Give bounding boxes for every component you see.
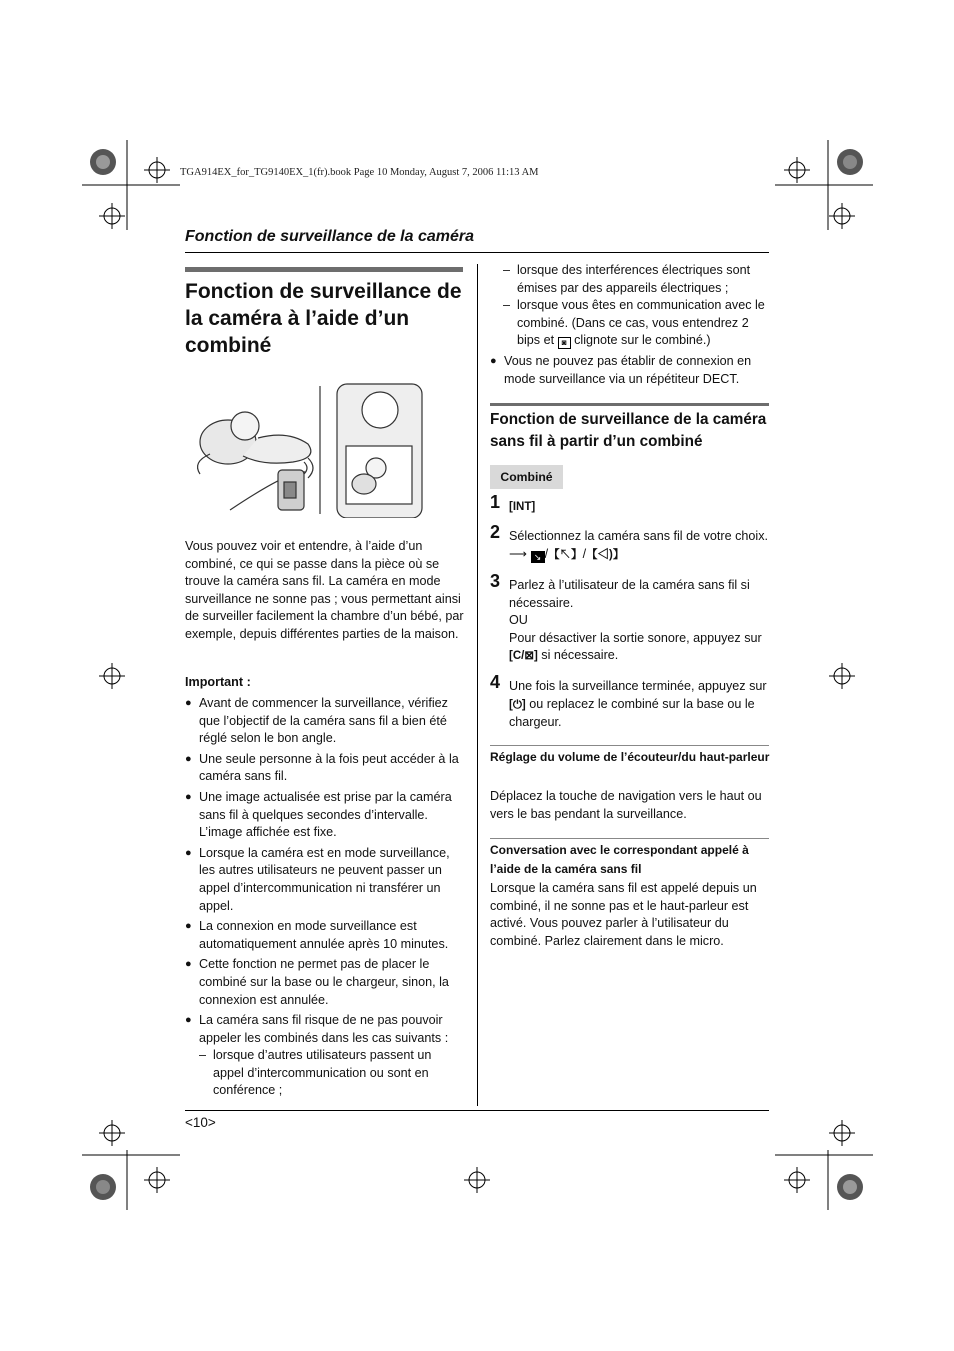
title-bar <box>185 267 463 272</box>
list-item: ● Lorsque la caméra est en mode surveillance, les autres utilisateurs ne peuvent passer un appel d’intercommunication ni transférer un appel. <box>185 845 450 913</box>
intro-paragraph: Vous pouvez voir et entendre, à l’aide d’un combiné, ce qui se passe dans la pièce où se trouve la caméra sans fil. La caméra en mode surveillance ne sonne pas ; vous permettant ainsi de surveiller facilement la chambre d’un bébé, par exemple, depuis différentes parties de la maison. <box>185 539 464 641</box>
video-icon: ↘ <box>531 551 545 563</box>
print-header: TGA914EX_for_TG9140EX_1(fr).book Page 10 Monday, August 7, 2006 11:13 AM <box>180 167 539 178</box>
bullet-icon: ● <box>185 1014 192 1027</box>
volume-text: Déplacez la touche de navigation vers le haut ou vers le bas pendant la surveillance. <box>490 789 762 821</box>
bullet-icon: ● <box>185 790 192 803</box>
clear-key: [C/⊠] <box>509 650 538 663</box>
talk-heading: Conversation avec le correspondant appelé à l’aide de la caméra sans fil <box>490 843 749 876</box>
dect-note: ● Vous ne pouvez pas établir de connexion en mode surveillance via un répétiteur DECT. <box>490 354 752 386</box>
camera-monitoring-illustration <box>190 382 430 518</box>
talk-text: Lorsque la caméra sans fil est appelé depuis un combiné, il ne sonne pas et le haut-parleur est activé. Vous pouvez parler à l’utilisateur du combiné. Parlez clairement dans le micro. <box>490 881 757 948</box>
volume-heading: Réglage du volume de l’écouteur/du haut-parleur <box>490 750 770 764</box>
list-item: ● Une seule personne à la fois peut accéder à la caméra sans fil. <box>185 751 459 784</box>
case-item: – lorsque vous êtes en communication avec le combiné. (Dans ce cas, vous entendrez 2 bips et ◙ clignote sur le combiné.) <box>503 298 765 348</box>
running-title: Fonction de surveillance de la caméra <box>185 228 474 245</box>
list-item: ● La caméra sans fil risque de ne pas pouvoir appeler les combinés dans les cas suivants : – lorsque d’autres utilisateurs passent un appel d’intercommunication ou sont en conférence ; <box>185 1012 465 1100</box>
subsection-rule <box>490 403 769 406</box>
bullet-icon: ● <box>185 752 192 765</box>
off-key: [⏻] <box>509 698 526 711</box>
bullet-icon: ● <box>185 920 192 933</box>
int-key: [INT] <box>509 501 536 513</box>
list-item: ● La connexion en mode surveillance est automatiquement annulée après 10 minutes. <box>185 919 449 951</box>
bullet-icon: ● <box>490 355 497 367</box>
bullet-icon: ● <box>185 697 192 709</box>
page-number: <10> <box>185 1115 216 1130</box>
talk-key-icon: 【↖】 <box>548 548 583 561</box>
case-list-continued <box>503 262 771 350</box>
header-rule <box>185 252 769 253</box>
important-list <box>185 695 465 1103</box>
case-item: – lorsque des interférences électriques sont émises par des appareils électriques ; <box>503 263 751 295</box>
case-item: – lorsque d’autres utilisateurs passent un appel d’intercommunication ou sont en conférence ; <box>199 1048 432 1098</box>
speaker-key-icon: 【◁)】 <box>586 548 625 561</box>
separator <box>490 838 769 839</box>
list-item: ● Une image actualisée est prise par la caméra sans fil à quelques secondes d’intervalle. L’image affichée est fixe. <box>185 789 452 840</box>
camera-icon: ◙ <box>558 337 571 349</box>
step-1: 1 [INT] <box>490 492 536 513</box>
step-4: 4 Une fois la surveillance terminée, appuyez sur [⏻] ou replacez le combiné sur la base ou le chargeur. <box>490 672 767 730</box>
step-2: 2 Sélectionnez la caméra sans fil de votre choix. ⟶ ↘ /【↖】/【◁)】 <box>490 522 769 562</box>
subsection-title: Fonction de surveillance de la caméra sans fil à partir d’un combiné <box>490 411 767 450</box>
footer-rule <box>185 1110 769 1111</box>
device-tag: Combiné <box>490 465 563 489</box>
bullet-icon: ● <box>185 958 192 971</box>
list-item: ● Cette fonction ne permet pas de placer le combiné sur la base ou le chargeur, sinon, la connexion est annulée. <box>185 957 449 1007</box>
step-3: 3 Parlez à l’utilisateur de la caméra sans fil si nécessaire. OU Pour désactiver la sortie sonore, appuyez sur [C/⊠] si nécessaire. <box>490 571 762 663</box>
separator <box>490 745 769 746</box>
list-item: ● Avant de commencer la surveillance, vérifiez que l’objectif de la caméra sans fil a bien été réglé selon le bon angle. <box>185 696 448 746</box>
arrow-icon: ⟶ <box>509 546 528 561</box>
column-divider <box>477 264 478 1106</box>
bullet-icon: ● <box>185 846 192 859</box>
important-label: Important : <box>185 675 251 689</box>
section-title: Fonction de surveillance de la caméra à l’aide d’un combiné <box>185 280 462 357</box>
